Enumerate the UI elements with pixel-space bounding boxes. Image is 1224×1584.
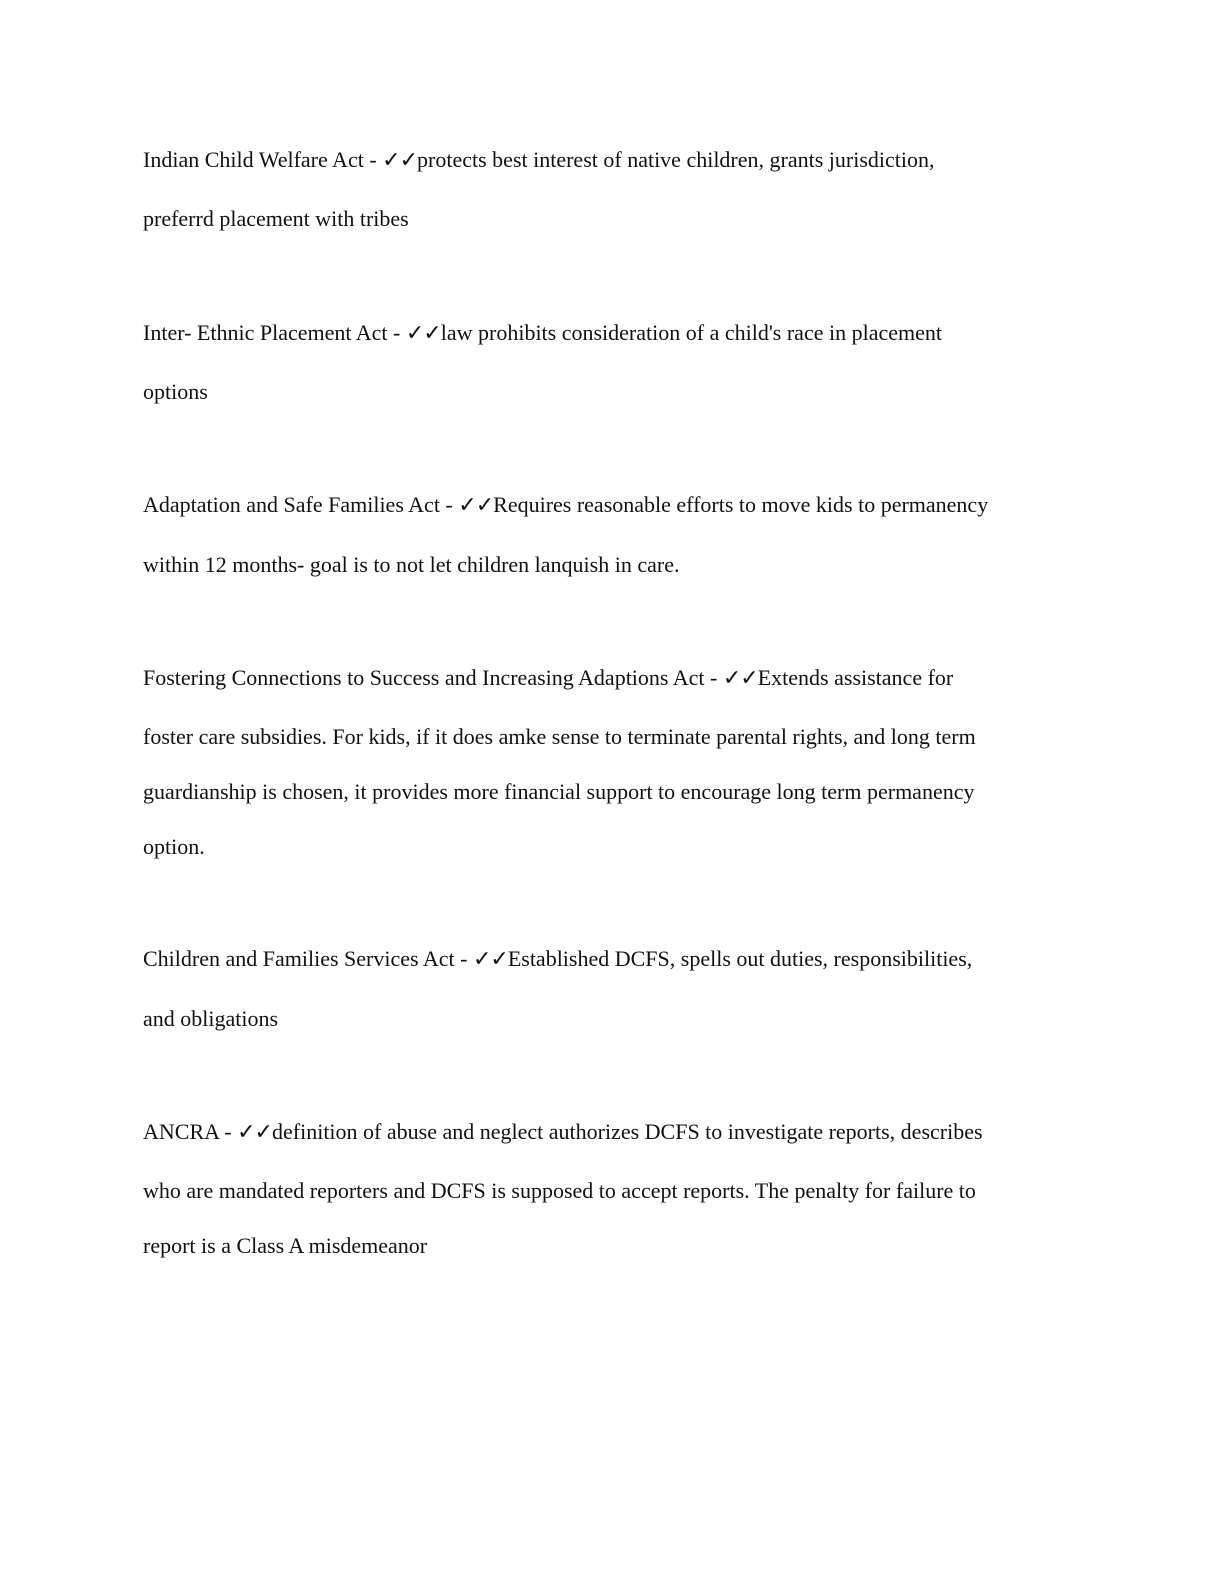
entry-term: Adaptation and Safe Families Act - <box>143 492 459 517</box>
checkmark-icon: ✓✓ <box>458 493 494 518</box>
entry-continuation: within 12 months- goal is to not let children lanquish in care. <box>143 552 680 577</box>
checkmark-icon: ✓✓ <box>405 321 441 346</box>
checkmark-icon: ✓✓ <box>472 947 508 972</box>
entry-definition: Established DCFS, spells out duties, responsibilities, <box>507 946 973 971</box>
entry-continuation: report is a Class A misdemeanor <box>143 1233 428 1258</box>
entry-line <box>143 492 988 519</box>
entry-definition: Extends assistance for <box>757 665 954 690</box>
entry-line <box>143 147 935 174</box>
entry-line <box>143 320 942 347</box>
entry-line <box>143 665 953 692</box>
checkmark-icon: ✓✓ <box>722 666 758 691</box>
entry-line <box>143 946 972 973</box>
entry-term: Indian Child Welfare Act - <box>143 147 383 172</box>
entry-term: ANCRA - <box>143 1119 238 1144</box>
checkmark-icon: ✓✓ <box>382 148 418 173</box>
entry-definition: definition of abuse and neglect authorizes DCFS to investigate reports, describes <box>272 1119 983 1144</box>
entry-term: Inter- Ethnic Placement Act - <box>143 320 406 345</box>
entry-continuation: and obligations <box>143 1006 279 1031</box>
entry-definition: law prohibits consideration of a child's race in placement <box>440 320 942 345</box>
entry-line <box>143 1119 983 1146</box>
entry-continuation: options <box>143 379 208 404</box>
entry-continuation: who are mandated reporters and DCFS is supposed to accept reports. The penalty for failure to <box>143 1178 976 1203</box>
entry-continuation: guardianship is chosen, it provides more financial support to encourage long term permanency <box>143 779 975 804</box>
entry-continuation: foster care subsidies. For kids, if it does amke sense to terminate parental rights, and long term <box>143 724 976 749</box>
entry-continuation: preferrd placement with tribes <box>143 206 409 231</box>
entry-definition: protects best interest of native children, grants jurisdiction, <box>417 147 935 172</box>
entry-continuation: option. <box>143 834 205 859</box>
entry-term: Fostering Connections to Success and Increasing Adaptions Act - <box>143 665 723 690</box>
checkmark-icon: ✓✓ <box>237 1120 272 1145</box>
entry-definition: Requires reasonable efforts to move kids to permanency <box>493 492 989 517</box>
entry-term: Children and Families Services Act - <box>143 946 473 971</box>
